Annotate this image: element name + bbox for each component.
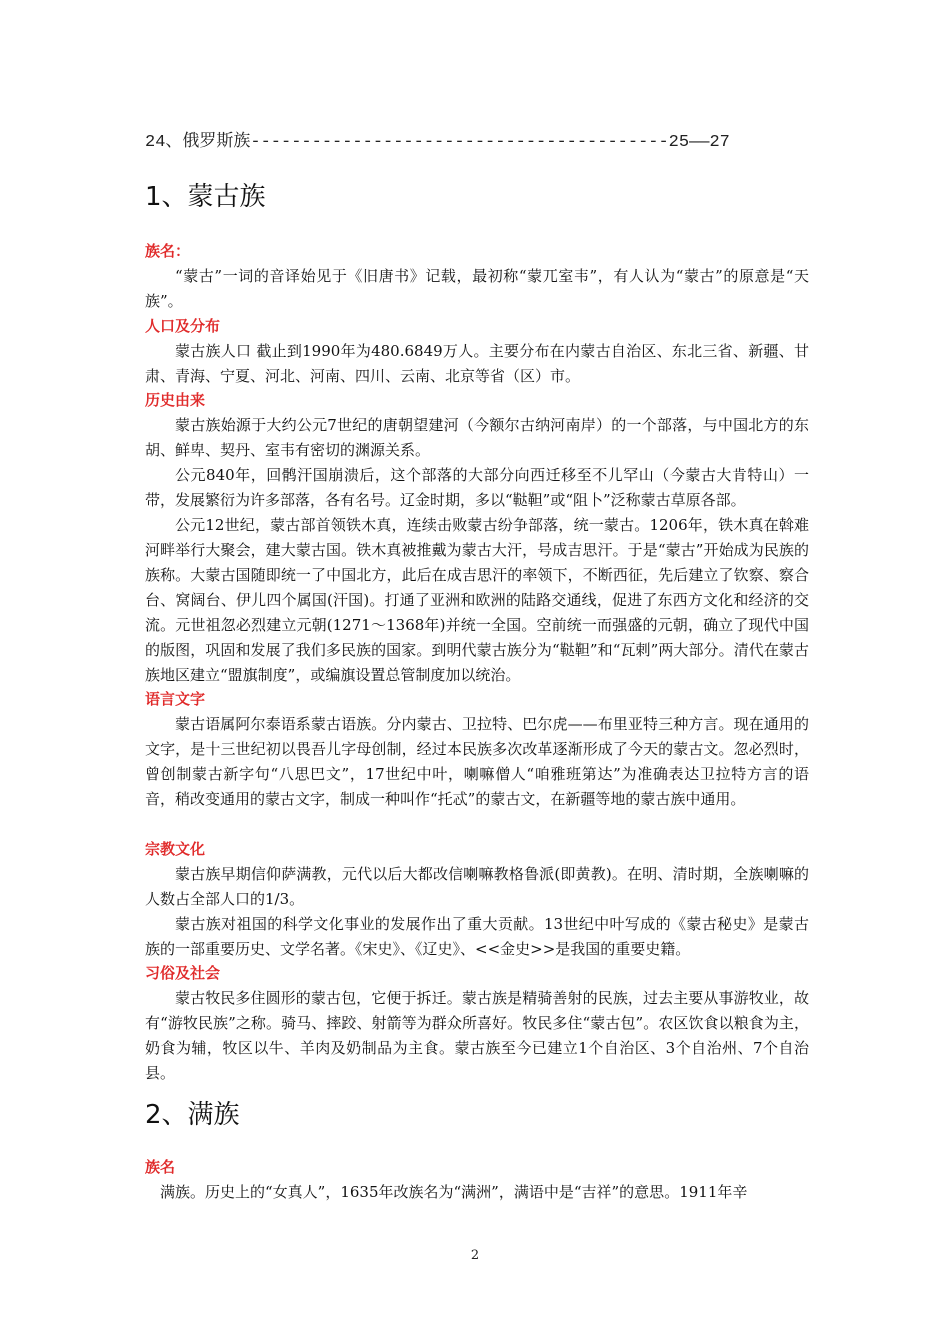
heading-mongol-population: 人口及分布: [145, 317, 221, 335]
page-number: 2: [470, 1248, 480, 1263]
section-title-mongol: 1、蒙古族: [145, 182, 266, 212]
paragraph-mongol-name: “蒙古”一词的音译始见于《旧唐书》记载，最初称“蒙兀室韦”，有人认为“蒙古”的原意是“天族”。: [145, 267, 809, 310]
paragraph-mongol-religion-2: 蒙古族对祖国的科学文化事业的发展作出了重大贡献。13世纪中叶写成的《蒙古秘史》是蒙古族的一部重要历史、文学名著。《宋史》、《辽史》、<<金史>>是我国的重要史籍。: [145, 915, 809, 958]
heading-mongol-language: 语言文字: [145, 690, 206, 708]
paragraph-manchu-name: 满族。历史上的“女真人”，1635年改族名为“满洲”，满语中是“吉祥”的意思。1911年辛: [160, 1183, 748, 1201]
paragraph-mongol-language: 蒙古语属阿尔泰语系蒙古语族。分内蒙古、卫拉特、巴尔虎——布里亚特三种方言。现在通用的文字，是十三世纪初以畏吾儿字母创制，经过本民族多次改革逐渐形成了今天的蒙古文。忽必烈时，曾创制蒙古新字句“八思巴文”，17世纪中叶，喇嘛僧人“咱雅班第达”为准确表达卫拉特方言的语音，稍改变通用的蒙古文字，制成一种叫作“托忒”的蒙古文，在新疆等地的蒙古族中通用。: [145, 715, 809, 808]
heading-mongol-religion: 宗教文化: [145, 840, 206, 858]
heading-mongol-customs: 习俗及社会: [145, 964, 221, 982]
paragraph-mongol-customs: 蒙古牧民多住圆形的蒙古包，它便于拆迁。蒙古族是精骑善射的民族，过去主要从事游牧业，故有“游牧民族”之称。骑马、摔跤、射箭等为群众所喜好。牧民多住“蒙古包”。农区饮食以粮食为主，奶食为辅，牧区以牛、羊肉及奶制品为主食。蒙古族至今已建立1个自治区、3个自治州、7个自治县。: [145, 989, 809, 1082]
section-title-manchu: 2、满族: [145, 1100, 240, 1130]
paragraph-mongol-history-2: 公元840年，回鹘汗国崩溃后，这个部落的大部分向西迁移至不儿罕山（今蒙古大肯特山）一带，发展繁衍为许多部落，各有名号。辽金时期，多以“鞑靼”或“阻卜”泛称蒙古草原各部。: [145, 466, 809, 509]
paragraph-mongol-population: 蒙古族人口 截止到1990年为480.6849万人。主要分布在内蒙古自治区、东北三省、新疆、甘肃、青海、宁夏、河北、河南、四川、云南、北京等省（区）市。: [145, 342, 809, 385]
heading-mongol-name: 族名：: [145, 242, 191, 260]
heading-mongol-history: 历史由来: [145, 391, 206, 409]
heading-manchu-name: 族名: [145, 1158, 176, 1176]
paragraph-mongol-history-1: 蒙古族始源于大约公元7世纪的唐朝望建河（今额尔古纳河南岸）的一个部落，与中国北方的东胡、鲜卑、契丹、室韦有密切的渊源关系。: [145, 416, 809, 459]
paragraph-mongol-religion-1: 蒙古族早期信仰萨满教，元代以后大都改信喇嘛教格鲁派(即黄教)。在明、清时期，全族喇嘛的人数占全部人口的1/3。: [145, 865, 809, 908]
toc-entry: 24、俄罗斯族-----------------------------------------25——27: [145, 133, 730, 152]
paragraph-mongol-history-3: 公元12世纪，蒙古部首领铁木真，连续击败蒙古纷争部落，统一蒙古。1206年，铁木真在斡难河畔举行大聚会，建大蒙古国。铁木真被推戴为蒙古大汗，号成吉思汗。于是“蒙古”开始成为民族的族称。大蒙古国随即统一了中国北方，此后在成吉思汗的率领下，不断西征，先后建立了钦察、察合台、窝阔台、伊儿四个属国(汗国)。打通了亚洲和欧洲的陆路交通线，促进了东西方文化和经济的交流。元世祖忽必烈建立元朝(1271～1368年)并统一全国。空前统一而强盛的元朝，确立了现代中国的版图，巩固和发展了我们多民族的国家。到明代蒙古族分为“鞑靼”和“瓦剌”两大部分。清代在蒙古族地区建立“盟旗制度”，或编旗设置总管制度加以统治。: [145, 516, 809, 684]
